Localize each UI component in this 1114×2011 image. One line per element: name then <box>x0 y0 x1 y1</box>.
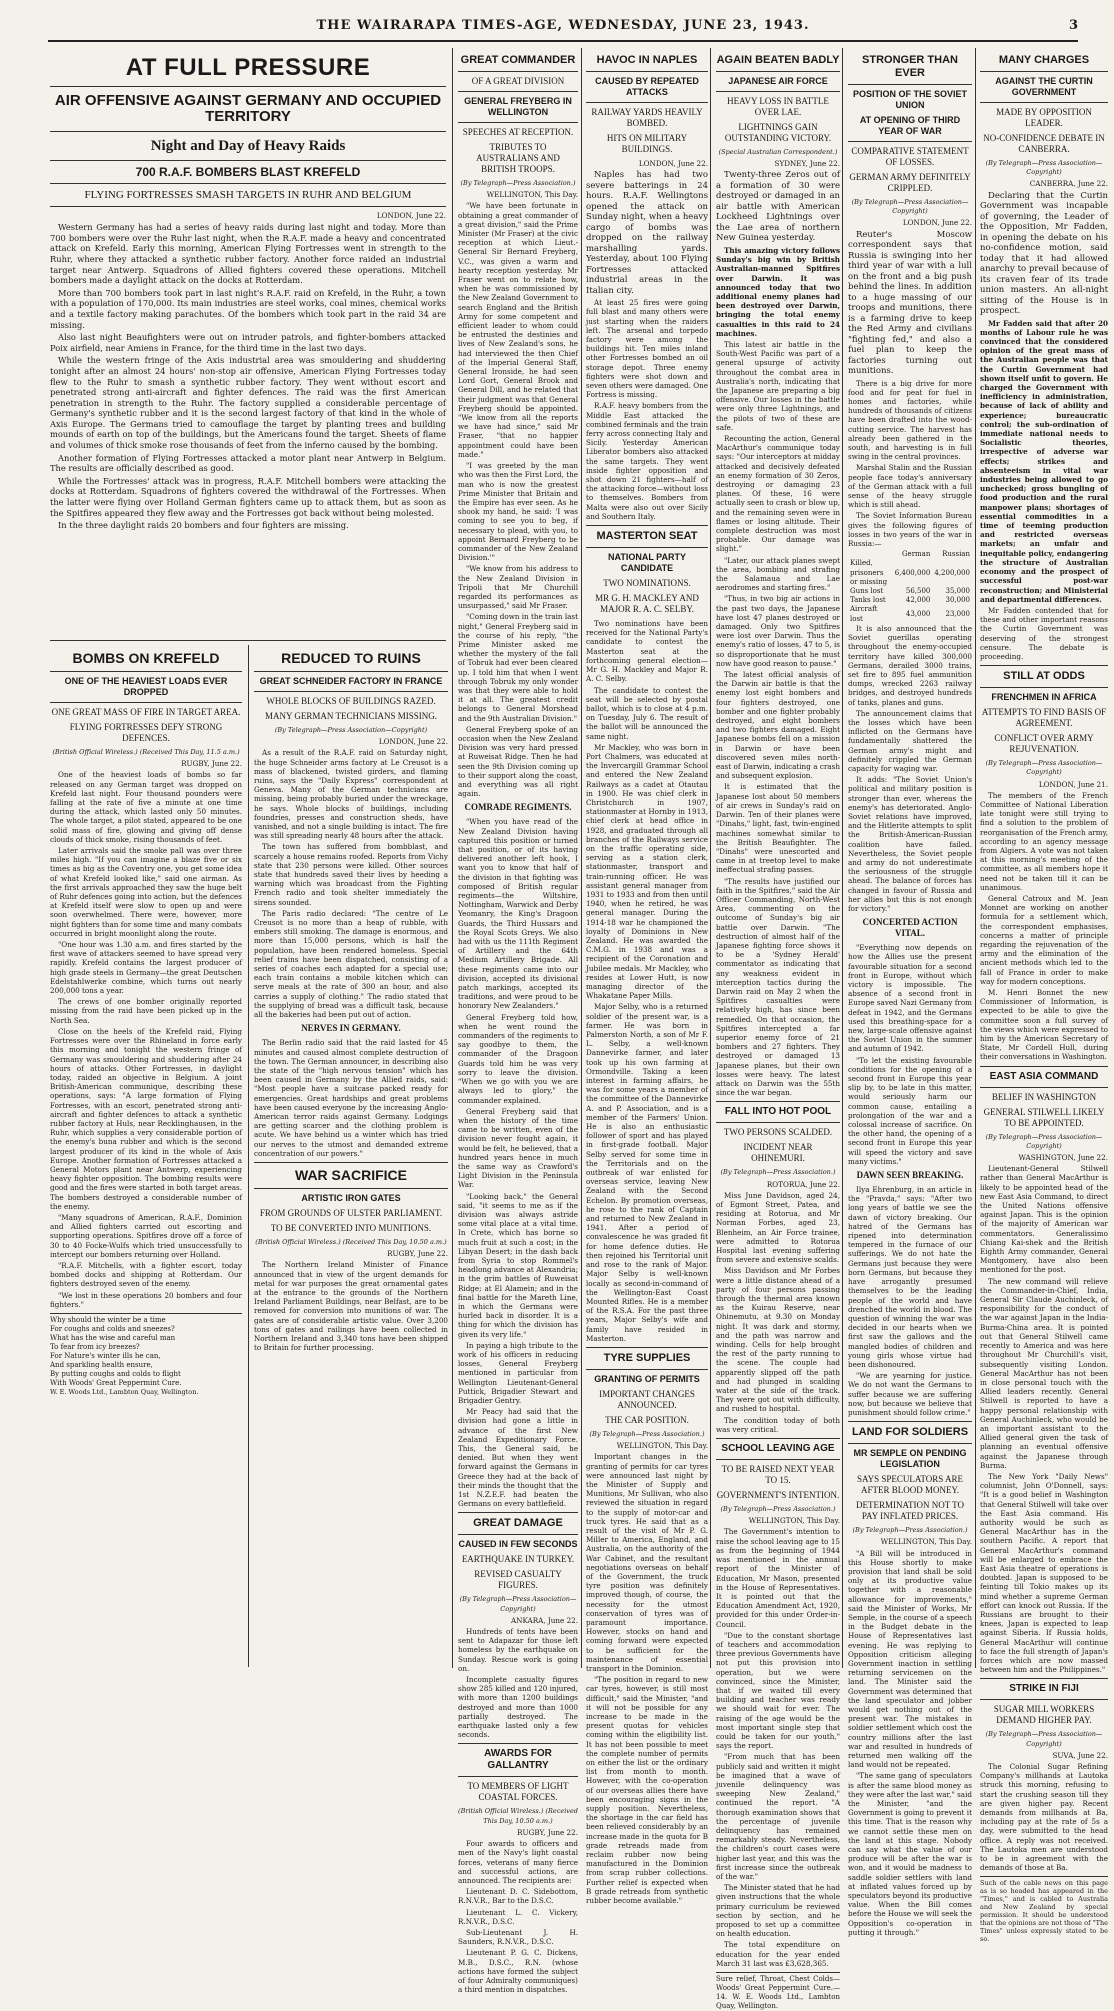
dateline: RUGBY, June 22. <box>181 759 242 769</box>
paragraph: "A Bill will be introduced in this House shortly to make provision that land shall be sold only at its productive value together with a reasonable allowance for improvements," said the Minister of Works, Mr Semple, in the course of a speech in the Budget debate in the House of Representatives last evening. He was replying to Opposition criticism alleging Government inaction in settling returning servicemen on the land. The Minister said the Government was determined that the land speculator and jobber would get nothing out of the present war. The mistakes in soldier settlement which cost the country millions after the last war and resulted in hundreds of returned men walking off the land would not be repeated. <box>848 1548 972 1770</box>
divider <box>50 131 446 132</box>
paragraph: This amazing victory follows Sunday's big win by British Australian-manned Spitfires over Darwin. It was announced today that two additional enemy planes had been destroyed over Darwin, bringing the total enemy casualties in this raid to 24 machines. <box>716 245 840 338</box>
divider <box>586 547 708 548</box>
table-header: Russian <box>942 550 970 559</box>
divider <box>458 71 578 72</box>
divider <box>586 71 708 72</box>
deck: CONFLICT OVER ARMY REJUVENATION. <box>994 733 1094 755</box>
table-cell: Guns lost <box>850 587 884 596</box>
deck: COMPARATIVE STATEMENT OF LOSSES. <box>851 146 969 167</box>
credit-line: (By Telegraph—Press Association—Copyright) <box>985 759 1103 777</box>
ruins-story <box>254 648 448 1668</box>
paragraph: General Freyberg told how, when he went round the commanders of the regiments to say goodbye to them, the commander of the Dragoon Guards told him he was very sorry to leave the division. "When we go with you we are always led to glory," the commander explained. <box>458 1012 578 1105</box>
paragraph: The Northern Ireland Minister of Finance announced that in view of the urgent demands for metal for war purposes the great ornamental gates at the entrance to the grounds of the Northern Ireland Parliament Buildings, near Belfast, are to be removed for conversion into munitions of war. The gates are of considerable artistic value. Over 3,200 tons of gates and railings have been collected in Northern Ireland and 3,340 tons have been shipped to Britain for further processing. <box>254 1260 448 1353</box>
table-cell: 35,000 <box>945 587 970 596</box>
deck: FLYING FORTRESSES SMASH TARGETS IN RUHR AND BELGIUM <box>84 189 412 201</box>
dateline: WELLINGTON, This Day. <box>748 1516 840 1526</box>
ad-line: For Nature's winter ills he can, <box>50 1351 161 1360</box>
ad-line: With Woods' Great Peppermint Cure. <box>50 1378 182 1387</box>
paragraph: M. Henri Bonnet the new Commissioner of Information, is expected to be able to give the committee soon a full survey of the views which were expressed to him by the American Secretary of State, Mr Cordell Hull, during their conversations in Washington. <box>980 988 1108 1062</box>
deck: NATIONAL PARTY CANDIDATE <box>608 552 686 574</box>
paragraph: The Colonial Sugar Refining Company's millhands at Lautoka struck this morning, refusing to start the crushing season till they are given higher pay. Recent demands from millhands at Ba, including pay at the rate of 5s a day, were submitted to the head office. A reply was not received. The Lautoka men are understood to be in agreement with the demands of those at Ba. <box>980 1762 1108 1873</box>
paragraph: More than 700 bombers took part in last night's R.A.F. raid on Krefeld, in the Ruhr, a town with a population of 170,000. Its main industries are steel works, coal mines, chemical works and a textile factory making parachutes. Of the bombers which took part in the raid 34 are missing. <box>50 287 446 330</box>
deck: JAPANESE AIR FORCE <box>728 76 828 86</box>
deck: ATTEMPTS TO FIND BASIS OF AGREEMENT. <box>981 707 1107 729</box>
paragraph: The condition today of both was very critical. <box>716 1415 840 1434</box>
paragraph: Four awards to officers and men of the Navy's light coastal forces, veterans of many fierce and successful actions, are announced. The recipients are: <box>458 1839 578 1885</box>
table-cell: Tanks lost <box>850 596 886 605</box>
deck: MR SEMPLE ON PENDING LEGISLATION <box>853 1448 967 1470</box>
deck: SAYS SPECULATORS ARE AFTER BLOOD MONEY. <box>856 1474 964 1496</box>
divider <box>254 1188 448 1189</box>
dateline: WELLINGTON, This Day. <box>880 1537 972 1547</box>
ad-line: Why should the winter be a time <box>50 1315 166 1324</box>
divider <box>716 91 840 92</box>
headline: AGAIN BEATEN BADLY <box>716 54 840 66</box>
deck: TO MEMBERS OF LIGHT COASTAL FORCES. <box>467 1781 569 1803</box>
ad-line: By putting coughs and colds to flight <box>50 1369 181 1378</box>
table-cell: 23,000 <box>945 610 970 619</box>
deck: GENERAL STILWELL LIKELY TO BE APPOINTED. <box>983 1106 1105 1128</box>
headline: GREAT COMMANDER <box>460 54 576 66</box>
divider <box>458 122 578 123</box>
deck: FLYING FORTRESSES DEFY STRONG DEFENCES. <box>69 722 223 743</box>
paragraph: This latest air battle in the South-West Pacific was part of a general upsurge of activity throughout the combat area in Australia's north, indicating that the Japanese are preparing a big offensive. Our losses in the battle were only three Lightnings, and the pilots of two of these are safe. <box>716 339 840 432</box>
credit-line: (By Telegraph—Press Association—Copyright) <box>459 1595 577 1613</box>
divider <box>458 1743 578 1744</box>
deck: SUGAR MILL WORKERS DEMAND HIGHER PAY. <box>993 1704 1095 1726</box>
paragraph: General Freyberg spoke of an occasion when the New Zealand Division was very hard pressed at Ruweisat Ridge. Then he had seen the 9th Division coming up to their support along the coast, and everything was all right again. <box>458 724 578 799</box>
paragraph: The members of the French Committee of National Liberation late tonight were still trying to find a solution to the problem of reorganisation of the French army, according to an agency message from Algiers. A vote was not taken at this morning's meeting of the committee, as all members hope it need not be taken till it can be unanimous. <box>980 790 1108 892</box>
divider <box>458 1776 578 1777</box>
column-rule <box>248 645 249 1667</box>
divider <box>716 71 840 72</box>
divider <box>586 102 708 103</box>
divider <box>980 665 1108 666</box>
table-cell: 56,500 <box>905 587 931 596</box>
paragraph: General Freyberg said that when the history of the time came to be written, even of the division never fought again, it would be felt, he believed, that a hundred years hence in much the same way as Crawford's Light Division in the Peninsula War. <box>458 1106 578 1190</box>
deck: GRANTING OF PERMITS <box>594 1373 700 1384</box>
deck: AT OPENING OF THIRD YEAR OF WAR <box>859 115 961 136</box>
divider <box>716 1438 840 1439</box>
deck: OF A GREAT DIVISION <box>471 76 565 86</box>
paragraph: Two nominations have been received for the National Party's candidate to contest the Masterton seat at the forthcoming general election—Mr G. H. Mackley and Major R. A. C. Selby. <box>586 619 708 684</box>
deck: THE CAR POSITION. <box>605 1414 689 1425</box>
paragraph: The crews of one bomber originally reported missing from the raid have been picked up in the North Sea. <box>50 997 242 1025</box>
credit-line: (By Telegraph—Press Association.) <box>720 1168 836 1177</box>
deck: CAUSED BY REPEATED ATTACKS <box>595 76 699 97</box>
divider <box>716 1122 840 1123</box>
paragraph: Close on the heels of the Krefeld raid, Flying Fortresses were over the Rhineland in force early this morning and tonight the western fringe of Germany was smouldering and shuddering after 24 hours of attacks. Other Fortresses, in daylight today, raided an objective in Belgium. A joint British-American communique, describing these operations, says: "A large formation of Flying Fortresses, with an escort, penetrated strong anti-aircraft and fighter defences to attack a synthetic rubber factory at Huls, near Recklinghausen, in the Ruhr, which supplies a very considerable portion of the enemy's buna rubber and which is the second largest producer of its kind in the whole of Axis Europe. Another formation of Fortresses attacked a General Motors plant near Antwerp, experiencing heavy fighter opposition. The bombing results were good and the fires were started in both target areas. The bombers destroyed a considerable number of the enemy. <box>50 1026 242 1211</box>
paragraph: Mr Peacy had said that the division had gone a little in advance of the first New Zealand Expeditionary Force. This, the General said, he denied. But when they went forward against the Germans in Greece they had at the back of their minds the thought that the 1st N.Z.E.F. had beaten the Germans on every battlefield. <box>458 1407 578 1509</box>
dateline: LONDON, June 22. <box>902 218 972 228</box>
deck: Night and Day of Heavy Raids <box>150 138 346 154</box>
deck: TWO NOMINATIONS. <box>603 578 691 589</box>
paragraph: In the three daylight raids 20 bombers and four fighters are missing. <box>58 520 349 531</box>
dateline: LONDON, June 21. <box>1038 779 1108 789</box>
deck: MADE BY OPPOSITION LEADER. <box>996 107 1092 128</box>
paragraph: The Berlin radio said that the raid lasted for 45 minutes and caused almost complete destruction of the town. The German announcer, in describing also the state of the "high nervous tension" which has been caused in Germany by the Allied raids, said: "Most people have a suitcase packed ready for emergencies. Great hardships and great problems have been caused everyone by the increasing Anglo-American terror raids against Germany. Lodgings are getting scarcer and the clothing problem is acute. We have behind us a winter which has tried our nerves to the utmost and demanded extreme concentration of our powers." <box>254 1038 448 1158</box>
paragraph: Western Germany has had a series of heavy raids during last night and today. More than 700 bombers were over the Ruhr last night, when the R.A.F. made a heavy and concentrated attack on Krefeld. Early this morning, American Flying Fortresses went in strength to the Ruhr, where they attacked a synthetic rubber factory. Another force raided an industrial target near Antwerp. Squadrons of Allied fighters covered these operations. Mitchell bombers made a daylight attack on the docks at Rotterdam. <box>50 222 446 286</box>
table-cell: 4,200,000 <box>934 568 970 577</box>
paragraph: One of the heaviest loads of bombs so far released on any German target was dropped on Krefeld last night. Four thousand pounders were falling at the rate of five a minute at one time during the attack, which lasted only 50 minutes. The whole target, a pilot stated, appeared to be one solid mass of fire, glowing and giving off dense clouds of thick smoke, rising thousands of feet. <box>50 770 242 844</box>
headline: BOMBS ON KREFELD <box>72 650 220 666</box>
paragraph: The new command will relieve the Commander-in-Chief, India, General Sir Claude Auchinleck, of responsibility for the conduct of the war against Japan in the India-Burma-China area. It is pointed out that General Stilwell came recently to America and was here throughout Mr Churchill's visit, subsequently visiting London. General MacArthur has not been in close personal touch with the Allied leaders recently. General Stilwell is reported to have a happy personal relationship with General Auchinleck, who would be an important assistant to the Allied general given the task of planning an eventual offensive against the Japanese through Burma. <box>980 1276 1108 1470</box>
ad-line: To fear from icy breezes? <box>50 1342 140 1351</box>
subheading: DAWN SEEN BREAKING. <box>856 1170 964 1181</box>
divider <box>458 1534 578 1535</box>
divider <box>848 141 972 142</box>
ad-signature: W. E. Woods Ltd., Lambton Quay, Wellington. <box>50 1387 199 1396</box>
paragraph: Mr Fadden said that after 20 months of Labour rule he was convinced that the considered opinion of the great mass of the Australian people was that the Curtin Government had shown itself unfit to govern. He charged the Government with inefficiency in administration, because of lack of ability and experience; bureaucratic control; the sub-ordination of immediate national needs to Socialistic theories, irrespective of adverse war effects; strikes and absenteeism in vital war industries being allowed to go unchecked; gross bungling of food production and the rural manpower plans; shortages of essential commodities in a time of teeming production and restricted overseas markets; an unfair and inequitable policy, endangering the structure of Australian economy and the prospect of successful post-war reconstruction; and Ministerial and departmental differences. <box>980 318 1108 604</box>
paragraph: Marshal Stalin and the Russian people face today's anniversary of the German attack with a full sense of the heavy struggle which is still ahead. <box>848 463 972 510</box>
lead-story <box>50 48 446 638</box>
masthead-title: THE WAIRARAPA TIMES-AGE, WEDNESDAY, JUNE 23, 1943. <box>316 18 810 33</box>
deck: TO BE RAISED NEXT YEAR TO 15. <box>721 1464 835 1486</box>
headline: STRONGER THAN EVER <box>862 54 958 79</box>
divider <box>980 102 1108 103</box>
divider <box>50 160 446 161</box>
deck: EARTHQUAKE IN TURKEY. <box>461 1554 575 1565</box>
paragraph: Also last night Beaufighters were out on intruder patrols, and fighter-bombers attacked Poix airfield, near Amiens in France, for the third time in the last two days. <box>50 332 446 353</box>
deck: FRENCHMEN IN AFRICA <box>991 692 1097 703</box>
paragraph: "Looking back," the General said, "it seems to me as if the division was always astride some vital place at a vital time. In Crete, which has borne so much fruit at such a cost; in the Libyan Desert; in the dash back from Syria to stop Rommel's headlong advance at Alexandria; in the grim battles of Ruweisat Ridge; at El Alamein; and in the final battle for the Mareth Line, in which the Germans were hurled back in disorder. It is a thing for which the division has given its very life." <box>458 1191 578 1339</box>
headline: FALL INTO HOT POOL <box>724 1106 832 1118</box>
subheading: NERVES IN GERMANY. <box>301 1023 401 1034</box>
credit-line: (By Telegraph—Press Association—Copyright) <box>985 159 1103 177</box>
paragraph: The New York "Daily News" columnist, John O'Donnell, says: "It is a good belief in Washington that General Stilwell will take over the East Asia command. His authority would be such as General MacArthur has in the southern Pacific. A report that General MacArthur's command will be enlarged to embrace the East Asia theatre of operations is doubted. Japan is supposed to be feinting till Tokio makes up its mind whether a supreme German effort can knock out Russia. If the Russians are brought to their knees, Japan is expected to leap against Siberia. If Russia holds, General MacArthur will continue to face the full strength of Japan's forces which are now massed between him and the Philippines." <box>980 1471 1108 1675</box>
table-row <box>848 550 972 559</box>
paragraph: "We know from his address to the New Zealand Division in Tripoli that Mr Churchill regarded its performances as unsurpassed," said Mr Fraser. <box>458 564 578 611</box>
naples-column <box>586 48 708 1906</box>
losses-table <box>848 550 972 624</box>
credit-line: (By Telegraph—Press Association—Copyright) <box>985 1730 1103 1748</box>
credit-line: (By Telegraph—Press Association—Copyright) <box>851 198 969 216</box>
paragraph: R.A.F. heavy bombers from the Middle East attacked the combined ferminals and the train ferry across connecting Italy and Sicily. Yesterday American Liberator bombers also attacked the same targets. They went inside fighter opposition and shot down 21 fighters—half of the attacking force—without loss to themselves. Bombers from Malta were also out over Sicily and Southern Italy. <box>586 401 708 521</box>
advertisement <box>50 1313 242 1397</box>
credit-line: (By Telegraph—Press Association—Copyright) <box>274 726 428 734</box>
dateline: ROTORUA, June 22. <box>766 1179 840 1189</box>
dateline: WELLINGTON, This Day. <box>616 1441 708 1451</box>
paragraph: While the Fortresses' attack was in progress, R.A.F. Mitchell bombers were attacking the docks at Rotterdam. Squadrons of fighters covered the withdrawal of the Fortresses. When the latter were flying over Holland German fighters came up to attack them, but as soon as the Spitfires appeared they flew away and the Fortresses got back without being molested. <box>50 475 446 518</box>
paragraph: Major Selby, who is a returned soldier of the present war, is a farmer. He was born in Palmerston North, a son of Mr F. L. Selby, a well-known Dannevirke farmer, and later took up his own farming at Ormondville. Taking a keen interest in farming affairs, he was for some years a member of the committee of the Dannevirke A. and P. Association, and is a member of the Farmers' Union. He is also an enthusiastic follower of sport and has played in first-grade football. Major Selby served for some time in the Territorials and on the outbreak of war enlisted for overseas service, leaving New Zealand with the Second Echelon. By promotion overseas, he rose to the rank of Captain and returned to New Zealand in 1941. After a period of convalescence he was graded fit for home defence duties. He then rejoined his Territorial unit and rose to the rank of Major. Major Selby is well-known locally as second-in-command of the Wellington-East Coast Mounted Rifles. He is a member of the R.S.A. For the past three years, Major Selby's wife and family have resided in Masterton. <box>586 1002 708 1343</box>
column-rule <box>581 48 582 1668</box>
table-cell: 30,000 <box>945 596 970 605</box>
paragraph: "We are yearning for justice. We do not want the Germans to suffer because we are suffering now, but because we believe that punishment should follow crime." <box>848 1371 972 1417</box>
ad-line: What has the wise and careful man <box>50 1333 176 1342</box>
paragraph: The latest official analysis of the Darwin air battle is that the enemy lost eight bombers and four fighters destroyed, one bomber and one fighter probably destroyed, and eight bombers and two fighters damaged. Eight Japanese bombs fell on a mission in Darwin or have been discovered seven miles north-east of Darwin, indicating a crash and subsequent explosion. <box>716 670 840 781</box>
deck: GENERAL FREYBERG IN WELLINGTON <box>464 96 572 117</box>
ad-line: For coughs and colds and sneezes? <box>50 1324 175 1333</box>
credit-line: (British Official Wireless.) (Received This Day, 11.5 a.m.) <box>52 748 240 756</box>
paragraph: "The results have justified our faith in the Spitfires," said the Air Officer Commanding, North-West Area, commenting on the outcome of Sunday's big air battle over Darwin. "The destruction of almost half of the Japanese fighting force shows it to be a 'Sydney Herald' commentator as indicating that any weakness evident in interception tactics during the Darwin raid on May 2 when the Spitfires casualties were relatively high, has since been remedied. On that occasion, the Spitfires intercepted a far superior enemy force of 21 bombers and 27 fighters. They destroyed or damaged 13 Japanese planes, but their own losses were heavy. The latest attack on Darwin was the 55th since the war began. <box>716 876 840 1098</box>
divider <box>254 1162 448 1163</box>
deck: GERMAN ARMY DEFINITELY CRIPPLED. <box>849 172 971 193</box>
table-header: German <box>901 550 931 559</box>
dateline: WASHINGTON, June 22. <box>1018 1153 1108 1163</box>
column-rule <box>710 48 711 1668</box>
paragraph: "R.A.F. Mitchells, with a fighter escort, today bombed docks and shipping at Rotterdam. Our fighters destroyed seven of the enemy. <box>50 1260 242 1289</box>
headline: MASTERTON SEAT <box>596 530 698 543</box>
paragraph: The Paris radio declared: "The centre of Le Creusot is no more than a heap of rubble, with embers still smoking. The damage is enormous, and more than 15,000 persons, which is half the population, have been rendered homeless. Special relief trains have been dispatched, consisting of a series of coaches each adapted for a special use; each train contains a mobile kitchen which can serve meals at the rate of 300 an hour, and also carries a supply of clothing." The radio stated that the supplying of bread was a difficult task, because all the bakeries had been put out of action. <box>254 908 448 1020</box>
paragraph: Ilya Ehrenburg, in an article in the "Pravda," says: "After two long years of battle we see the dawn of victory breaking. Our hatred of the Germans has ripened into determination tempered in the furnace of our sufferings. We do not hate the Germans just because they were born Germans, but because they have arrogantly presumed themselves to be the leading people of the world and have drenched the world in blood. The question of winning the war was decided in our hearts when we first saw the gallows and the mangled bodies of children and young girls whose virtue had been dishonoured. <box>848 1185 972 1369</box>
headline: LAND FOR SOLDIERS <box>851 1426 969 1439</box>
headline: AWARDS FOR GALLANTRY <box>484 1748 552 1772</box>
footnote: Such of the cable news on this page as is so headed has appeared in the "Times," and is cabled to Australia and New Zealand by special permission. It should be understood that the opinions are not those of "The Times" unless expressly stated to be so. <box>980 1876 1108 1943</box>
commander-column <box>458 48 579 1995</box>
table-row <box>848 559 972 587</box>
page-number: 3 <box>1068 18 1078 33</box>
deck: GREAT SCHNEIDER FACTORY IN FRANCE <box>259 676 443 686</box>
paragraph: The Minister stated that he had given instructions that the whole primary curriculum be reviewed section by section, and he proposed to set up a committee on health education. <box>716 1883 840 1939</box>
deck: AIR OFFENSIVE AGAINST GERMANY AND OCCUPIED TERRITORY <box>54 92 442 125</box>
divider <box>50 702 242 703</box>
paragraph: "Many squadrons of American, R.A.F., Dominion and Allied fighters carried out escorting and supporting operations. Spitfires drove off a force of 30 to 40 Focke-Wulfs which tried unsuccessfully to intercept our bombers returning over Holland. <box>50 1212 242 1259</box>
paragraph: Reuter's Moscow correspondent says that Russia is swinging into her third year of war with a lull on the front and a big push behind the lines. In addition to a huge massing of our troops and munitions, there is a farming drive to keep the Red Army and civilians "fighting fed," and also a fuel plan to keep the factories turning out munitions. <box>848 229 972 377</box>
paragraph: Lieutenant D. C. Sidebottom, R.N.V.R., Bar to the D.S.C. <box>458 1887 578 1906</box>
soviet-column <box>848 48 972 1937</box>
headline: STRIKE IN FIJI <box>1009 1683 1079 1695</box>
paragraph: Incomplete casualty figures show 285 killed and 120 injured, with more than 1200 buildings destroyed and more than 1000 partially destroyed. The earthquake lasted only a few seconds. <box>458 1675 578 1740</box>
divider <box>50 206 446 207</box>
paragraph: "Later, our attack planes swept the area, bombing and strafing the Salamaua and Lae aerodromes and starting fires." <box>716 555 840 593</box>
divider <box>586 525 708 526</box>
paragraph: Twenty-three Zeros out of a formation of 30 were destroyed or damaged in an air battle with American Lockheed Lightnings over the Lae area of northern New Guinea yesterday. <box>716 170 840 244</box>
deck: IMPORTANT CHANGES ANNOUNCED. <box>599 1388 695 1410</box>
deck: GOVERNMENT'S INTENTION. <box>716 1490 840 1501</box>
paragraph: There is a big drive for more food and for peat for fuel in homes and factories, while hundreds of thousands of citizens have been drafted into the wood-cutting service. The harvest has already been gathered in the south, and harvesting is in full swing in the central provinces. <box>848 378 972 462</box>
column-rule <box>975 48 976 1668</box>
credit-line: (By Telegraph—Press Association.) <box>460 179 576 187</box>
paragraph: Important changes in the granting of permits for car tyres were announced last night by the Minister of Supply and Munitions, Mr Sullivan, who also reviewed the situation in regard to the supply of motor-car and truck tyres. He said that as a result of the visit of Mr P. G. Miller to America, England, and Australia, on the authority of the War Cabinet, and the resultant negotiations overseas on behalf of the Government, the truck tyre position was definitely improved though, of course, the necessity for the utmost conservation of tyres was of paramount importance. However, stocks on hand and coming forward were expected to be sufficient for the maintenance of essential transport in the Dominion. <box>586 1452 708 1673</box>
deck: RAILWAY YARDS HEAVILY BOMBED. <box>591 107 703 128</box>
divider <box>980 1066 1108 1067</box>
dateline: LONDON, June 22. <box>378 737 448 747</box>
paragraph: In paying a high tribute to the work of his officers in reducing losses, General Freyberg mentioned in particular from Wellington Lieutenant-General Puttick, Brigadier Stewart and Brigadier Gentry. <box>458 1340 578 1405</box>
paragraph: It is also announced that the Soviet guerillas operating throughout the enemy-occupied territory have killed 300,000 Germans, derailed 3000 trains, set fire to 895 fuel ammunition dumps, wrecked 2263 railway bridges, and destroyed hundreds of tanks, planes and guns. <box>848 623 972 707</box>
deck: MANY GERMAN TECHNICIANS MISSING. <box>264 711 437 721</box>
headline: AT FULL PRESSURE <box>125 54 371 81</box>
deck: LIGHTNINGS GAIN OUTSTANDING VICTORY. <box>724 122 832 143</box>
paragraph: "The same gang of speculators is after the same blood money as they were after the last war," said the Minister, "and the Government is going to prevent it this time. That is the reason why we cannot settle these men on the land at this stage. Nobody can say what the value of our produce will be after the war is won, and it would be madness to saddle soldier settlers with land at inflated values forced up by speculators beyond its productive value. When the Bill comes before the House we will seek the Opposition's co-operation in putting it through." <box>848 1771 972 1937</box>
divider <box>980 1699 1108 1700</box>
deck: NO-CONFIDENCE DEBATE IN CANBERRA. <box>983 133 1105 154</box>
paragraph: Miss June Davidson, aged 24, of Egmont Street, Patea, and residing at Rotorua, and Mr Norman Forbes, aged 23, Blenheim, an Air Force trainee, were admitted to Rotorua Hospital last evening suffering from severe and extensive scalds. <box>716 1190 840 1265</box>
divider <box>980 71 1108 72</box>
deck: INCIDENT NEAR OHINEMURI. <box>743 1142 813 1164</box>
headline: HAVOC IN NAPLES <box>596 54 698 66</box>
table-row <box>848 596 972 605</box>
paragraph: "From much that has been publicly said and written it might be imagined that a wave of juvenile delinquency was sweeping New Zealand," continued the report. "A thorough examination shows that the percentage of juvenile delinquency has remained remarkably steady. Nevertheless, the children's court cases were higher last year, and this was the first increase since the outbreak of the war." <box>716 1752 840 1881</box>
headline: EAST ASIA COMMAND <box>989 1070 1099 1082</box>
headline: SCHOOL LEAVING AGE <box>721 1443 835 1455</box>
dateline: LONDON, June 22. <box>638 159 708 168</box>
dateline: ANKARA, June 22. <box>510 1615 578 1625</box>
paragraph: Another formation of Flying Fortresses attacked a motor plant near Antwerp in Belgium. The results are officially described as good. <box>50 452 446 474</box>
table-cell: Aircraft lost <box>850 605 878 623</box>
deck: REVISED CASUALTY FIGURES. <box>474 1569 562 1591</box>
headline: TYRE SUPPLIES <box>603 1351 691 1364</box>
column-rule <box>842 48 843 1668</box>
table-cell: 6,400,000 <box>894 568 931 577</box>
paragraph: Sub-Lieutenant J. H. Saunders, R.N.V.R., D.S.C. <box>458 1927 578 1947</box>
paragraph: It is estimated that the Japanese lost about 50 members of air crews in Sunday's raid on Darwin. Ten of their planes were "Dinahs," light, fast, twin-engined machines somewhat similar to the British Beaufighter. The "Dinahs" were unescorted and came in at treetop level to make ineffectual strafing passes. <box>716 782 840 875</box>
credit-line: (British Official Wireless.) (Received This Day, 10.50 a.m.) <box>458 1807 578 1825</box>
dateline: LONDON, June 22. <box>376 211 446 220</box>
paragraph: While the western fringe of the Axis industrial area was smouldering and shuddering tonight after an almost 24 hours' non-stop air offensive, American Flying Fortresses today flew to the Ruhr to smash a synthetic rubber factory. They went without escort and penetrated strong anti-aircraft and fighter defences. The raid was the first American penetration in strength to the Ruhr. The factory supplied a considerable percentage of Germany's synthetic rubber and it is the second largest factory of that kind in the whole of Axis Europe. The Germans tried to camouflage the target by planting trees and building mounds of earth on top of the buildings, but the Americans found the target. Sheets of flame and volumes of thick smoke rose thousands of feet from the inferno caused by the bombing. <box>50 355 446 451</box>
dateline: WELLINGTON, This Day. <box>486 190 578 200</box>
paragraph: Miss Davidson and Mr Forbes were a little distance ahead of a party of four persons passing through the thermal area known as the Kuirau Reserve, near Ohinemutu, at 9.30 on Monday night. It was dark and stormy, and the path was narrow and winding. Cells for help brought the rest of the party running to the scene. The couple had apparently slipped off the path and had plunged in scalding water at the side of the track. They were got out with difficulty, and rushed to hospital. <box>716 1266 840 1414</box>
credit-line: (British Official Wireless.) (Received This Day, 10.50 a.m.) <box>255 1237 447 1246</box>
divider <box>50 86 446 87</box>
paragraph: The announcement claims that the losses which have been inflicted on the Germans have fundamentally shattered the German army's might and definitely crippled the German capacity for waging war. <box>848 708 972 773</box>
divider <box>848 1421 972 1422</box>
table-header <box>848 550 893 559</box>
deck: HEAVY LOSS IN BATTLE OVER LAE. <box>727 96 829 117</box>
japan-column <box>716 48 840 2011</box>
paragraph: Declaring that the Curtin Government was incapable of governing, the Leader of the Opposition, Mr Fadden, in opening the debate on his no-confidence motion, said today that it had allowed anarchy to prevail because of its craven fear of its trade union masters. An all-night sitting of the House is in prospect. <box>980 190 1108 317</box>
divider <box>980 1678 1108 1679</box>
paragraph: "The position in regard to new car tyres, however, is still most difficult," said the Minister, "and it will not be possible for any increase to be made in the present quotas for vehicles coming within the eligibility list. It has not been possible to meet the complete number of permits on either the list or the ordinary list from month to month. However, with the co-operation of our overseas allies there have been encouraging signs in the supply position. Nevertheless, the shortage in the car field has been relieved considerably by an increase made in the quota for B grade retreads made from reclaim rubber now being manufactured in the Dominion from scrap rubber collections. Further relief is expected when B grade retreads from synthetic rubber become available." <box>586 1675 708 1906</box>
paragraph: Mr Fadden contended that for these and other important reasons the Curtin Government was deserving of the strongest censure. The debate is proceeding. <box>980 605 1108 661</box>
dateline: SYDNEY, June 22. <box>774 159 840 169</box>
paragraph: "Thus, in two big air actions in the past two days, the Japanese have lost 47 planes destroyed or damaged. Only two Spitfires were lost over Darwin. Thus the enemy's ratio of losses, 47 to 5, is so disproportionate that he must now have good reason to pause." <box>716 594 840 668</box>
deck: AGAINST THE CURTIN GOVERNMENT <box>995 76 1093 97</box>
deck: ONE OF THE HEAVIEST LOADS EVER DROPPED <box>64 676 228 697</box>
table-row <box>848 587 972 596</box>
divider <box>848 1443 972 1444</box>
deck: HITS ON MILITARY BUILDINGS. <box>606 133 688 154</box>
divider <box>50 183 446 184</box>
dateline: CANBERRA, June 22. <box>1029 179 1108 189</box>
paragraph: The Soviet Information Bureau gives the following figures of losses in two years of the war in Russia:— <box>848 511 972 549</box>
paragraph: "We lost in these operations 20 bombers and four fighters." <box>50 1290 242 1309</box>
divider <box>50 671 242 672</box>
paragraph: It adds: "The Soviet Union's political and military position is stronger than ever, whereas the enemy's has deteriorated. Anglo-Soviet relations have improved, and the Hitlerite attempts to split the British-American-Russian coalition have failed. Nevertheless, the Soviet people and army do not underestimate the seriousness of the struggle ahead. The balance of forces has changed in favour of Russia and her allies but this is not enough for victory." <box>848 775 972 913</box>
paragraph: Recounting the action, General MacArthur's communique today says: "Our interceptors at midday attacked and decisively defeated an enemy formation of 30 Zeros, destroying or damaging 23 planes. Of these, 16 were actually seen to crash or blow up, and the remaining seven were in flames or losing altitude. Their complete destruction was most probable. Our damage was slight." <box>716 433 840 554</box>
paragraph: The candidate to contest the seat will be selected by postal ballot, which is to close at 4 p.m. on Tuesday, July 6. The result of the ballot will be announced the same night. <box>586 685 708 741</box>
deck: ARTISTIC IRON GATES <box>301 1192 401 1203</box>
divider <box>254 671 448 672</box>
krefeld-story <box>50 648 242 1668</box>
table-cell: Killed, prisoners or missing <box>850 559 888 586</box>
paragraph: "Due to the constant shortage of teachers and accommodation three previous Governments have not put this provision into operation, but we were convinced, since the Minister, that if we waited till every building and teacher was ready we should wait for ever. The raising of the age would be the most important single step that could be taken for our youth," says the report. <box>716 1630 840 1751</box>
dateline: RUGBY, June 22. <box>517 1827 578 1837</box>
deck: DETERMINATION NOT TO PAY INFLATED PRICES. <box>856 1500 964 1522</box>
paragraph: Later arrivals said the smoke pall was over three miles high. "If you can imagine a blaze five or six times as big as the Coventry one, you get some idea of what Krefeld looked like," said one airman. As the first arrivals approached they saw the huge belt of Ruhr defences going into action, but the defences at Krefeld itself were slow to open up and were soon overwhelmed. There were, however, more night fighters than for some time and many combats occurred in bright moonlight along the route. <box>50 846 242 938</box>
deck: TO BE CONVERTED INTO MUNITIONS. <box>270 1222 432 1233</box>
deck: BELIEF IN WASHINGTON <box>991 1091 1097 1102</box>
divider <box>50 640 446 641</box>
divider <box>458 1512 578 1513</box>
credit-line: (By Telegraph—Press Association.) <box>852 1526 968 1535</box>
deck: MR G. H. MACKLEY AND MAJOR R. A. C. SELBY. <box>595 593 699 615</box>
dateline: SUVA, June 22. <box>1052 1750 1108 1760</box>
deck: FROM GROUNDS OF ULSTER PARLIAMENT. <box>259 1207 443 1218</box>
paragraph: The town has suffered from bombblast, and scarcely a house remains roofed. Reports from Vichy state that 230 persons were killed. Other sources state that hundreds saved their lives by heeding a warning which was broadcast from the Fighting French radio and took shelter immediately the sirens sounded. <box>254 842 448 907</box>
paragraph: "I was greeted by the man who was then the First Lord, the man who is now the greatest Prime Minister that Britain and the Empire has ever seen. As he shook my hand, he said: 'I was coming to see you to beg, if necessary to plead, with you, to appoint Bernard Freyberg to be commander of the New Zealand Division.'" <box>458 461 578 563</box>
paragraph: Lieutenant P. G. C. Dickens, M.B., D.S.C., R.N. (whose actions have formed the subject of four Admiralty communiques) a third mention in dispatches. <box>458 1948 578 1995</box>
paragraph: The Government's intention to raise the school leaving age to 15 as from the beginning of 1944 was mentioned in the annual report of the Minister of Education, Mr Mason, presented in the House of Representatives. It is pointed out that the Education Amendment Act, 1920, provided for this under Order-in-Council. <box>716 1527 840 1629</box>
paragraph: Mr Mackley, who was born in Port Chalmers, was educated at the Invercargill Grammar School and entered the New Zealand Railways as a cadet at Otautau in 1900. He was chief clerk in Christchurch in 1907, stationmaster at Hornby in 1913, chief clerk at head office in 1928, and graduated through all branches of the Railways service on the traffic operating side, serving as a station clerk, stationmaster, transport and train-running officer. He was assistant general manager from 1931 to 1933 and from then until 1940, when he retired, he was general manager. During the 1914-18 war he championed the loyalty of Dominions in New Zealand. He was awarded the C.M.G. in 1938 and was a recipient of the Coronation and Jubilee medals. Mr Mackley, who resides at Lower Hutt, is now managing director of the Whakatane Paper Mills. <box>586 742 708 1001</box>
paragraph: "When you have read of the New Zealand Division having captured this position or turned that position, or of its having delivered another left hook, I want you to know that half of the division in that fighting was composed of British regular regiments—the Wiltshire, Nottingham, Warwick and Derby Yeomanry, the King's Dragoon Guards, the Third Hussars and the Royal Scots Greys. We also had with us the 111th Regiment of Artillery and the 64th Medium Artillery Brigade. All these regiments came into our division, accepted its divisional patch markings, accepted its traditions, and were proud to be honorary New Zealanders." <box>458 817 578 1011</box>
paragraph: "We have been fortunate in obtaining a great commander of a great division," said the Prime Minister (Mr Fraser) at the civic reception at which Lieut.-General Sir Bernard Freyberg, V.C., was given a warm and hearty reception yesterday. Mr Fraser went on to relate how, when he was commissioned by the New Zealand Government to search England and the British Army for some competent and efficient leader to whom could be entrusted the destinies and lives of New Zealand's sons, he had interviewed the then Chief of the Imperial General Staff, General Ironside, he had seen Lord Gort, General Brook and General Dill, and he related that their judgment was that General Freyberg should be appointed. "We know from all the reports we have had since," said Mr Fraser, "that no happier appointment could have been made." <box>458 201 578 459</box>
paragraph: "Coming down in the train last night," General Freyberg said in the course of his reply, "the Prime Minister asked me whether the mystery of the fall of Tobruk had ever been cleared up. I told him that when I went through Tobruk my only wonder was that they were able to hold it at all. The greatest credit belongs to General Morshead and the 9th Australian Division." <box>458 612 579 723</box>
headline: GREAT DAMAGE <box>473 1517 563 1530</box>
deck: TWO PERSONS SCALDED. <box>723 1127 833 1138</box>
table-cell: 43,000 <box>905 610 931 619</box>
deck: WHOLE BLOCKS OF BUILDINGS RAZED. <box>266 696 436 706</box>
deck: POSITION OF THE SOVIET UNION <box>852 89 967 110</box>
advertisement: Sure relief, Throat, Chest Colds—Woods' Great Peppermint Cure.—14. W. E. Woods Ltd., Lambton Quay, Wellington. <box>716 1972 840 2011</box>
subheading: COMRADE REGIMENTS. <box>464 802 572 813</box>
divider <box>980 687 1108 688</box>
paragraph: Lieutenant-General Stilwell rather than General MacArthur is likely to be appointed head of the new East Asia Command, to direct the United Nations offensive against Japan. This is the opinion of the majority of American war commentators. Generalissimo Chiang Kai-shek and the British Eighth Army commander, General Montgomery, have also been mentioned for the post. <box>980 1164 1108 1275</box>
subheading: CONCERTED ACTION VITAL. <box>862 917 958 939</box>
headline: WAR SACRIFICE <box>295 1166 407 1183</box>
headline: MANY CHARGES <box>998 54 1090 66</box>
column-rule <box>452 48 453 1668</box>
divider <box>848 84 972 85</box>
headline: STILL AT ODDS <box>1003 670 1085 683</box>
credit-line: (By Telegraph—Press Association.) <box>720 1505 836 1514</box>
paragraph: As a result of the R.A.F. raid on Saturday night, the huge Schneider arms factory at Le Creusot is a mass of blackened, twisted girders, and flaming ruins, says the "Daily Express" correspondent at Geneva. Many of the German technicians are missing, being probably buried under the wreckage, he says. Whole blocks of buildings, including foundries, presses and construction sheds, have vanished, and not a single building is intact. The fire was still spreading nearly 48 hours after the attack. <box>254 748 448 841</box>
divider <box>586 1347 708 1348</box>
deck: 700 R.A.F. BOMBERS BLAST KREFELD <box>135 165 361 179</box>
deck: TRIBUTES TO AUSTRALIANS AND BRITISH TROOPS. <box>476 142 560 174</box>
ad-line: And sparkling health ensure, <box>50 1360 153 1369</box>
paragraph: At least 25 fires were going full blast and many others were just starting when the raiders left. The arsenal and torpedo factory were among the buildings hit. Ten miles inland other Fortresses bombed an oil storage depot. Three enemy fighters were shot down and seven others were damaged. One Fortress is missing. <box>586 298 708 400</box>
paragraph: Naples has had two severe batterings in 24 hours. R.A.F. Wellingtons opened the attack on Sunday night, when a heavy cargo of bombs was dropped on the railway marshalling yards. Yesterday, about 100 Flying Fortresses attacked industrial areas in the Italian city. <box>586 170 708 296</box>
divider <box>716 1459 840 1460</box>
paragraph: General Catroux and M. Jean Monnet are working on another formula for a settlement which, the correspondent emphasises, concerns a matter of principle regarding the rejuvenation of the army and the elimination of the ancient methods which led to the fall of France in order to make way for modern conceptions. <box>980 893 1108 986</box>
table-cell: 42,000 <box>905 596 931 605</box>
deck: ONE GREAT MASS OF FIRE IN TARGET AREA. <box>51 707 241 717</box>
paragraph: The total expenditure on education for the year ended March 31 last was £3,628,365. <box>716 1940 840 1968</box>
paragraph: Lieutenant L. C. Vickery, R.N.V.R., D.S.C. <box>458 1907 578 1926</box>
paragraph: "One hour was 1.30 a.m. and fires started by the first wave of attackers seemed to have spread very rapidly. Krefeld contains the largest producer of high grade steels in Germany—the great Deutschen Edelstahlwerke combine, which turns out nearly 200,000 tons a year. <box>50 940 242 996</box>
credit-line: (Special Australian Correspondent.) <box>718 148 838 156</box>
dateline: RUGBY, June 22. <box>387 1249 448 1259</box>
paragraph: Hundreds of tents have been sent to Adapazar for those left homeless by the earthquake on Sunday. Rescue work is going on. <box>458 1627 578 1673</box>
divider <box>716 1101 840 1102</box>
credit-line: (By Telegraph—Press Association—Copyright) <box>985 1132 1103 1150</box>
table-row <box>848 605 972 623</box>
divider <box>586 1369 708 1370</box>
divider <box>980 1087 1108 1088</box>
deck: CAUSED IN FEW SECONDS <box>458 1539 578 1550</box>
divider <box>458 91 578 92</box>
headline: REDUCED TO RUINS <box>281 650 421 666</box>
deck: SPEECHES AT RECEPTION. <box>462 127 574 137</box>
divider <box>254 691 448 692</box>
masthead <box>48 10 1078 42</box>
paragraph: "Everything now depends on how the Allies use the present favourable situation for a second front in Europe, without which victory is impossible. The absence of a second front in Europe saved Nazi Germany from defeat in 1942, and the Germans used this breathing-space for a new, large-scale offensive against the Soviet Union in the summer and autumn of 1942. <box>848 943 972 1054</box>
paragraph: "To let the existing favourable conditions for the opening of a second front in Europe this year slip by, to be late in this matter, would seriously harm our common cause, entailing a prolongation of the war and a colossal increase of sacrifice. On the other hand, the opening of a second front in Europe this year will speed the victory and save many victims." <box>848 1055 972 1166</box>
credit-line: (By Telegraph—Press Association.) <box>589 1429 705 1438</box>
charges-column <box>980 48 1108 1944</box>
